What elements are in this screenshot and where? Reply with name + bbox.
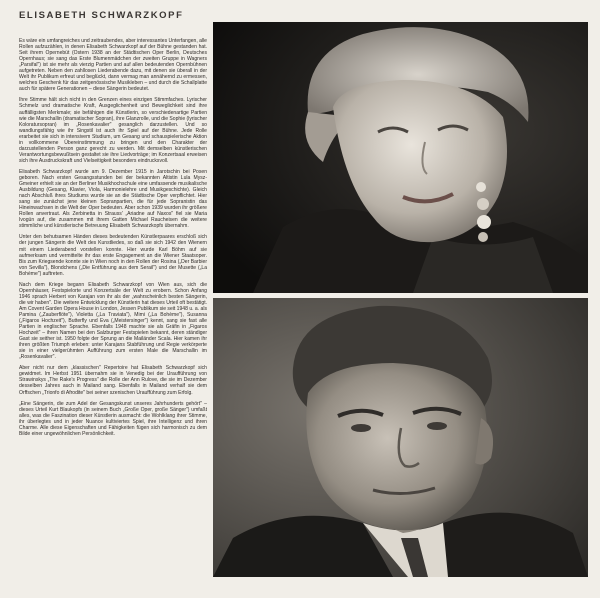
paragraph: Aber nicht nur dem „klassischen" Repertoire hat Elisabeth Schwarzkopf sich gewidmet. Im Herbst 1951 übernahm sie in Venedig bei der Uraufführung von Strawinskys „The Rake's Progress" die Rolle der Ann Rulove, die sie im Dezember desselben Jahres auch in Mailand sang. Ebenfalls in Mailand verhalf sie dem Orffschen „Trionfo di Afrodite" bei seiner szenischen Uraufführung zum Erfolg.	[19, 365, 207, 396]
paragraph: „Eine Sängerin, die zum Adel der Gesangskunst unseres Jahrhunderts gehört" – dieses Urteil Kurt Blaukopfs (in seinem Buch „Große Oper, große Sänger") umfaßt alles, was die Faszination dieser Künstlerin ausmacht: die Wohlklang ihrer Stimme, ihr überlegtes und in jeder Nuance kultiviertes Spiel, ihre Intelligenz und ihren Charme. Alle diese Eigenschaften und Fähigkeiten fügen sich harmonisch zu dem Bilde einer ungewöhnlichen Persönlichkeit.	[19, 400, 207, 437]
paragraph: Es wäre ein umfangreiches und zeitraubendes, aber interessantes Unterfangen, alle Rollen aufzuzählen, in denen Elisabeth Schwarzkopf auf der Bühne gestanden hat. Seit ihrem Opernebüt (Ostern 1938 an der Städtischen Oper Berlin, Deutsches Opernhaus; sie sang das Erste Blumenmädchen der zweiten Gruppe in Wagners „Parsifal") ist sie mehr als vierzig Partien und auf allen bedeutenden Opernbühnen aufgetreten. Neben den zahllosen Liederabende dazu, mit denen sie überall in der Welt ihr Publikum erfreut und beglückt, dann vermag man annähernd zu ermessen, welches Geschenk für das zeitgenössische Musikleben – und durch die Schallplatte auch für spätere Generationen – diese Sängerin bedeutet.	[19, 38, 207, 93]
portrait-photo-woman	[213, 22, 588, 293]
biography-text	[19, 38, 207, 442]
portrait-woman-image	[213, 22, 588, 293]
portrait-photo-man	[213, 298, 588, 577]
page-title: ELISABETH SCHWARZKOPF	[19, 10, 184, 21]
paragraph: Nach dem Kriege begann Elisabeth Schwarzkopf von Wien aus, sich die Opernhäuser, Festspielorte und Konzertsäle der Welt zu erobern. Schon Anfang 1946 sprach Herbert von Karajan von ihr als der „wahrscheinlich besten Sängerin, die wir haben". Die weitere Entwicklung der Künstlerin hat dieses Urteil oft bestätigt. Am Covent Garden Opera House in London, Jessen Publikum sie seit 1948 u. a. als Pamina („Zauberflöte"), Violetta („La Traviata"), Mimi („La Bohème"), Susanna („Figaros Hochzeit"), Butterfly und Eva („Meistersinger") kennt, sang sie fast alle Partien in englischer Sprache. Ebenfalls 1948 machte sie als Gräfin in „Figaros Hochzeit" – ihren Namen bei den Salzburger Festspielen bekannt, deren ständiger Gast sie seither ist. 1950 folgte der Sprung an die Mailänder Scala. Hier kamen ihr ihren größten Triumph erleben: unter Karajans Stabführung und Regie verkörperte sie in einer vielgerühmten Aufführung zum ersten Male die Marschallin im „Rosenkavalier".	[19, 281, 207, 361]
paragraph: Unter den behutsamen Händen dieses bedeutenden Künstlerpaares erschloß sich der jungen Sängerin die Welt des Kunstliedes, so daß sie sich 1942 den Wienern mit einem Liederabend vorstellen konnte. Hier wurde Karl Böhm auf sie aufmerksam und vermittelte ihr das erste Engagement an die Wiener Staatsoper. Bis zum Kriegsende konnte sie in Wien noch in den Rollen der Rosina („Der Barbier von Sevilla"), Blondchens („Die Entführung aus dem Serail") und der Musette („La Bohème") auftreten.	[19, 234, 207, 277]
paragraph: Ihre Stimme hält sich nicht in den Grenzen eines einzigen Stimmfaches. Lyrischer Schmelz und dramatische Kraft, Ausgeglichenheit und Beweglichkeit sind ihre auffälligsten Merkmale; sie befähigen die Künstlerin, so verschiedenartige Partien wie die Marschallin (dramatischer Sopran), ihre Glanzrolle, und die Sophie (lyrischer Koloratursopran) im „Rosenkavalier" gesanglich darzustellen. Und so wandlungsfähig wie ihr Singstil ist auch ihr Spiel auf der Bühne. Jede Rolle erarbeitet sie sich in intensivem Studium, um Gesang und schauspielerische Aktion in vollkommene Übereinstimmung zu bringen und den Charakter der darzustellenden Person ganz gerecht zu werden. Mit demselben künstlerischen Verantwortungsbewußtsein gestaltet sie ihre Liedvorträge; im Konzertsaal erweisen sich ihre Ausdruckskraft und Vielseitigkeit besonders eindrucksvoll.	[19, 97, 207, 164]
paragraph: Elisabeth Schwarzkopf wurde am 9. Dezember 1915 in Jarotschin bei Posen geboren. Nach ersten Gesangsstunden bei der bekannten Altistin Lula Mysz-Gmeiner erhielt sie an der Berliner Musikhochschule eine umfassende musikalische Ausbildung (Gesang, Klavier, Viola, Harmonielehre und Musikgeschichte). Gleich nach Abschluß ihres Studiums wurde sie an die Städtische Oper verpflichtet. Hier sang sie zunächst jene kleinen Sopranpartien, die für jede Sopranistin das Hineinwachsen in die Welt der Oper bedeuten. Aber schon 1939 wurden ihr größere Rollen anvertraut. Als Zerbinetta in Strauss' „Ariadne auf Naxos" fiel sie Maria Ivogün auf, die zusammen mit ihrem Gatten Michael Raucheisen die weitere stimmliche und künstlerische Betreuung Elisabeth Schwarzkopfs übernahm.	[19, 168, 207, 230]
portrait-man-image	[213, 298, 588, 577]
